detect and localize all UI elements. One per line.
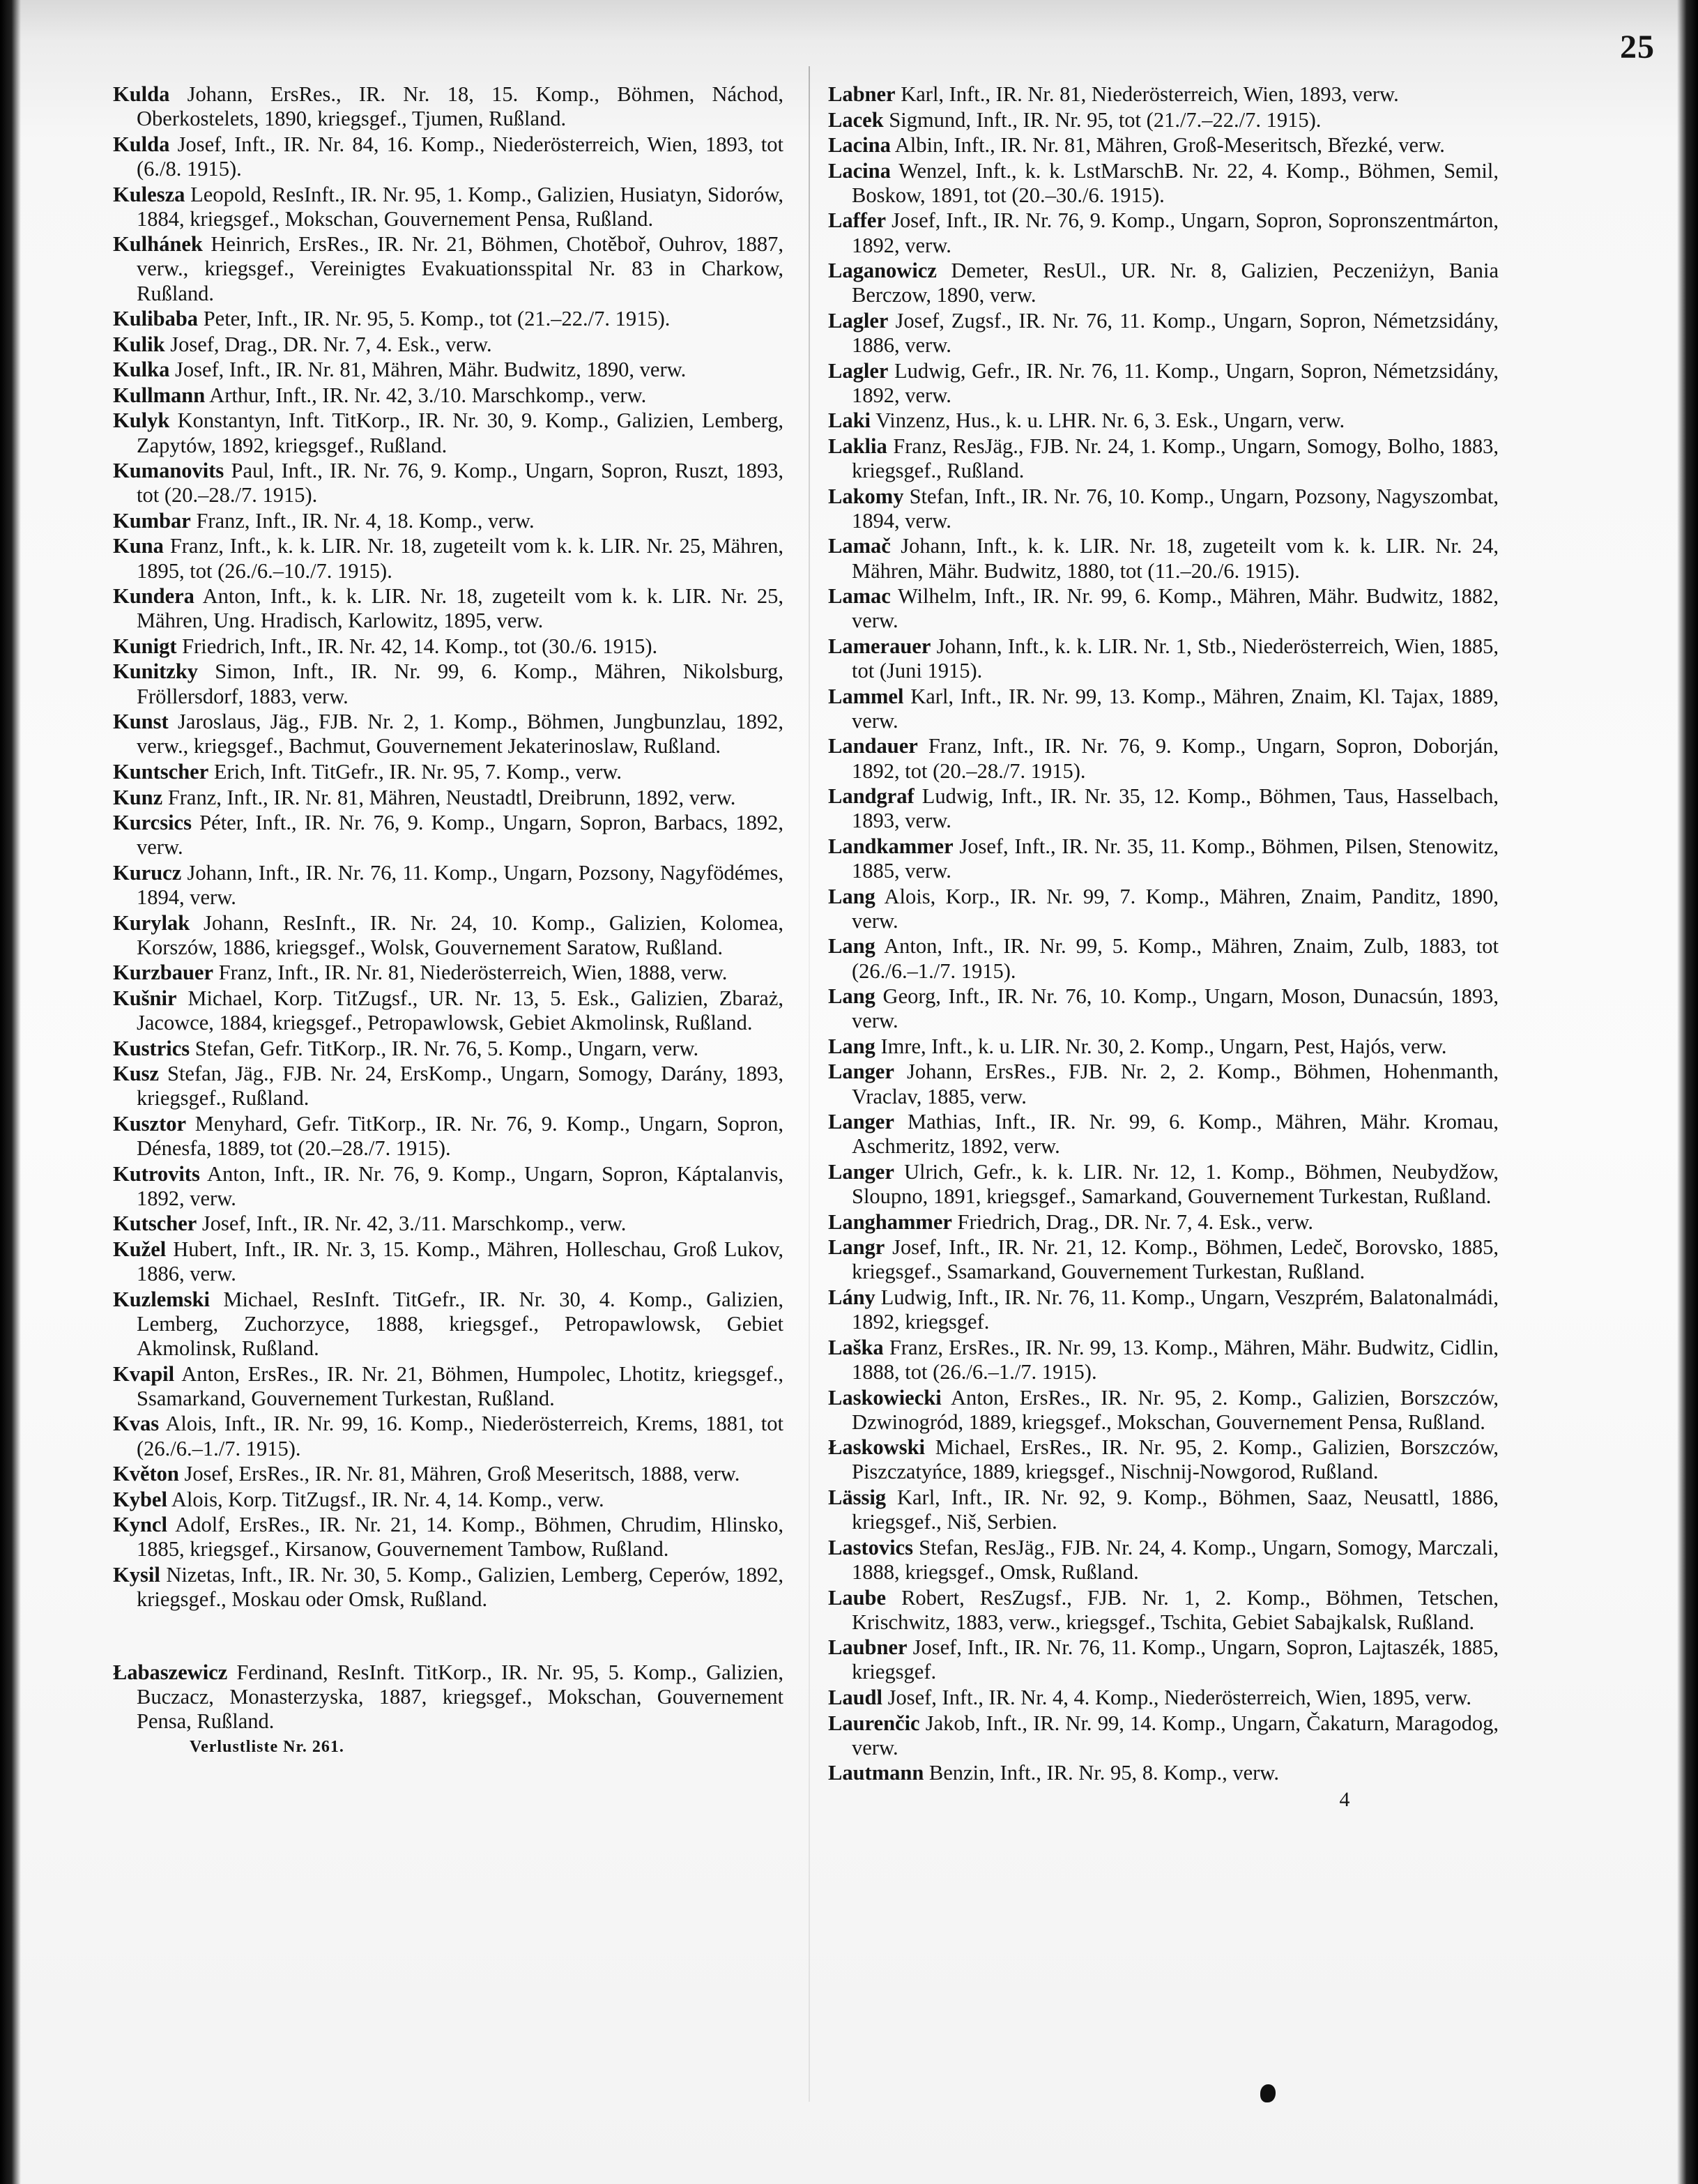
- entry-surname: Lamerauer: [828, 634, 931, 658]
- left-entry-list: [113, 82, 783, 1612]
- entry-details: Heinrich, ErsRes., IR. Nr. 21, Böhmen, Chotěboř, Ouhrov, 1887, verw., kriegsgef., Vereinigtes Evakuationsspital Nr. 83 in Charkow, Rußland.: [137, 232, 783, 305]
- list-entry: [113, 1062, 783, 1110]
- entry-details: Ferdinand, ResInft. TitKorp., IR. Nr. 95, 5. Komp., Galizien, Buczacz, Monasterzyska, 1887, kriegsgef., Mokschan, Gouvernement Pensa, Rußland.: [137, 1660, 784, 1734]
- entry-details: Franz, Inft., IR. Nr. 76, 9. Komp., Ungarn, Sopron, Doborján, 1892, tot (20.–28./7. 1915).: [852, 734, 1499, 783]
- entry-details: Josef, Inft., IR. Nr. 84, 16. Komp., Niederösterreich, Wien, 1893, tot (6./8. 1915).: [137, 132, 784, 181]
- list-entry: [113, 1362, 783, 1411]
- list-entry: [113, 1660, 783, 1734]
- entry-details: Leopold, ResInft., IR. Nr. 95, 1. Komp., Galizien, Husiatyn, Sidorów, 1884, kriegsgef., Mokschan, Gouvernement Pensa, Rußland.: [137, 182, 784, 231]
- entry-details: Paul, Inft., IR. Nr. 76, 9. Komp., Ungarn, Sopron, Ruszt, 1893, tot (20.–28./7. 1915).: [137, 459, 783, 507]
- entry-surname: Kuzlemski: [113, 1287, 210, 1311]
- entry-surname: Kurucz: [113, 860, 182, 885]
- entry-details: Mathias, Inft., IR. Nr. 99, 6. Komp., Mähren, Mähr. Kromau, Aschmeritz, 1892, verw.: [852, 1110, 1499, 1159]
- entry-details: Josef, ErsRes., IR. Nr. 81, Mähren, Groß Meseritsch, 1888, verw.: [184, 1462, 740, 1486]
- list-entry: [828, 885, 1499, 933]
- entry-surname: Kulda: [113, 132, 170, 156]
- entry-details: Josef, Drag., DR. Nr. 7, 4. Esk., verw.: [170, 332, 492, 356]
- entry-details: Josef, Inft., IR. Nr. 4, 4. Komp., Niederösterreich, Wien, 1895, verw.: [887, 1686, 1471, 1710]
- list-entry: [828, 1160, 1499, 1209]
- entry-details: Anton, ErsRes., IR. Nr. 95, 2. Komp., Galizien, Borszczów, Dzwinogród, 1889, kriegsgef., Mokschan, Gouvernement Pensa, Rußland.: [852, 1385, 1499, 1434]
- entry-surname: Kulyk: [113, 408, 170, 433]
- entry-details: Jaroslaus, Jäg., FJB. Nr. 2, 1. Komp., Böhmen, Jungbunzlau, 1892, verw., kriegsgef., Bachmut, Gouvernement Jekaterinoslaw, Rußland.: [137, 710, 784, 758]
- entry-surname: Kysil: [113, 1563, 160, 1587]
- entry-surname: Kunigt: [113, 634, 177, 658]
- entry-surname: Kulka: [113, 358, 170, 382]
- list-entry: [828, 634, 1499, 683]
- entry-surname: Laskowiecki: [828, 1385, 942, 1410]
- list-entry: [828, 984, 1499, 1033]
- list-entry: [828, 1210, 1499, 1235]
- list-entry: [113, 786, 783, 810]
- entry-details: Franz, ErsRes., IR. Nr. 99, 13. Komp., Mähren, Mähr. Budwitz, Cidlin, 1888, tot (26./6.–1./7. 1915).: [852, 1335, 1499, 1384]
- entry-details: Franz, Inft., IR. Nr. 4, 18. Komp., verw.: [196, 508, 535, 533]
- list-entry: [828, 1635, 1499, 1684]
- entry-surname: Lacina: [828, 158, 891, 183]
- entry-details: Franz, Inft., IR. Nr. 81, Mähren, Neustadtl, Dreibrunn, 1892, verw.: [167, 785, 736, 809]
- entry-details: Nizetas, Inft., IR. Nr. 30, 5. Komp., Galizien, Lemberg, Ceperów, 1892, kriegsgef., Moskau oder Omsk, Rußland.: [137, 1563, 783, 1612]
- entry-surname: Kuntscher: [113, 759, 209, 784]
- list-entry: [828, 108, 1499, 132]
- entry-details: Ludwig, Inft., IR. Nr. 76, 11. Komp., Ungarn, Veszprém, Balatonalmádi, 1892, kriegsgef.: [852, 1285, 1499, 1334]
- entry-surname: Landkammer: [828, 834, 954, 858]
- list-entry: [113, 811, 783, 860]
- entry-surname: Kuna: [113, 534, 164, 558]
- entry-surname: Kulhánek: [113, 232, 203, 257]
- entry-surname: Lamac: [828, 584, 891, 609]
- entry-surname: Kulik: [113, 332, 165, 356]
- column-divider: [809, 66, 810, 2102]
- entry-details: Stefan, Inft., IR. Nr. 76, 10. Komp., Ungarn, Pozsony, Nagyszombat, 1894, verw.: [852, 484, 1499, 533]
- entry-surname: Kustrics: [113, 1036, 190, 1060]
- entry-details: Stefan, Jäg., FJB. Nr. 24, ErsKomp., Ungarn, Somogy, Darány, 1893, kriegsgef., Rußland.: [137, 1062, 783, 1110]
- entry-surname: Kulda: [113, 82, 170, 106]
- list-entry: [828, 534, 1499, 583]
- list-entry: [828, 434, 1499, 483]
- list-entry: [828, 1711, 1499, 1760]
- entry-details: Ludwig, Gefr., IR. Nr. 76, 11. Komp., Ungarn, Sopron, Németzsidány, 1892, verw.: [852, 358, 1499, 407]
- list-entry: [828, 784, 1499, 833]
- entry-details: Friedrich, Drag., DR. Nr. 7, 4. Esk., verw.: [957, 1209, 1314, 1234]
- entry-details: Alois, Inft., IR. Nr. 99, 16. Komp., Niederösterreich, Krems, 1881, tot (26./6.–1./7. 1915).: [137, 1412, 783, 1460]
- list-entry: [113, 183, 783, 231]
- entry-details: Robert, ResZugsf., FJB. Nr. 1, 2. Komp., Böhmen, Tetschen, Krischwitz, 1883, verw., kriegsgef., Tschita, Gebiet Sabajkalsk, Rußland.: [852, 1585, 1499, 1634]
- entry-surname: Lang: [828, 934, 875, 959]
- list-entry: [828, 834, 1499, 883]
- entry-details: Johann, Inft., k. k. LIR. Nr. 18, zugeteilt vom k. k. LIR. Nr. 24, Mähren, Mähr. Budwitz, 1880, tot (11.–20./6. 1915).: [852, 534, 1499, 583]
- entry-details: Erich, Inft. TitGefr., IR. Nr. 95, 7. Komp., verw.: [213, 759, 622, 784]
- entry-surname: Kurzbauer: [113, 961, 214, 985]
- list-entry: [828, 734, 1499, 783]
- entry-surname: Kušnir: [113, 986, 177, 1010]
- entry-details: Karl, Inft., IR. Nr. 81, Niederösterreich, Wien, 1893, verw.: [901, 82, 1399, 106]
- list-entry: [113, 659, 783, 708]
- entry-details: Alois, Korp., IR. Nr. 99, 7. Komp., Mähren, Znaim, Panditz, 1890, verw.: [852, 884, 1499, 933]
- entry-details: Josef, Inft., IR. Nr. 76, 9. Komp., Ungarn, Sopron, Sopronszentmárton, 1892, verw.: [852, 208, 1499, 257]
- entry-surname: Kybel: [113, 1487, 167, 1511]
- entry-surname: Lacina: [828, 133, 891, 158]
- list-entry: [113, 459, 783, 507]
- entry-surname: Landauer: [828, 734, 918, 758]
- entry-surname: Kunitzky: [113, 659, 199, 684]
- entry-surname: Lässig: [828, 1486, 887, 1510]
- entry-details: Franz, ResJäg., FJB. Nr. 24, 1. Komp., Ungarn, Somogy, Bolho, 1883, kriegsgef., Rußland.: [852, 434, 1499, 483]
- entry-details: Anton, Inft., k. k. LIR. Nr. 18, zugeteilt vom k. k. LIR. Nr. 25, Mähren, Ung. Hradisch, Karlowitz, 1895, verw.: [137, 584, 783, 633]
- entry-surname: Laurenčic: [828, 1711, 920, 1735]
- list-entry: [113, 1462, 783, 1486]
- entry-details: Friedrich, Inft., IR. Nr. 42, 14. Komp., tot (30./6. 1915).: [182, 634, 658, 658]
- list-entry: [828, 259, 1499, 307]
- entry-surname: Kutrovits: [113, 1161, 200, 1186]
- entry-surname: Kyncl: [113, 1513, 167, 1537]
- list-entry: [828, 1435, 1499, 1484]
- entry-details: Menyhard, Gefr. TitKorp., IR. Nr. 76, 9. Komp., Ungarn, Sopron, Dénesfa, 1889, tot (20.–28./7. 1915).: [137, 1111, 783, 1161]
- entry-surname: Laube: [828, 1585, 887, 1610]
- list-entry: [828, 1586, 1499, 1635]
- entry-details: Franz, Inft., IR. Nr. 81, Niederösterreich, Wien, 1888, verw.: [218, 961, 728, 985]
- list-entry: [828, 484, 1499, 533]
- entry-details: Josef, Inft., IR. Nr. 35, 11. Komp., Böhmen, Pilsen, Stenowitz, 1885, verw.: [852, 834, 1499, 883]
- entry-details: Stefan, Gefr. TitKorp., IR. Nr. 76, 5. Komp., Ungarn, verw.: [194, 1036, 699, 1060]
- list-entry: [113, 584, 783, 633]
- entry-details: Demeter, ResUl., UR. Nr. 8, Galizien, Peczeniżyn, Bania Berczow, 1890, verw.: [852, 259, 1499, 307]
- entry-surname: Lautmann: [828, 1761, 924, 1785]
- entry-surname: Langr: [828, 1235, 885, 1260]
- list-entry: [113, 132, 783, 181]
- entry-details: Josef, Inft., IR. Nr. 21, 12. Komp., Böhmen, Ledeč, Borovsko, 1885, kriegsgef., Ssamarkand, Gouvernement Turkestan, Rußland.: [852, 1235, 1499, 1284]
- entry-surname: Laška: [828, 1335, 884, 1359]
- list-entry: [828, 1336, 1499, 1384]
- entry-surname: Łabaszewicz: [113, 1660, 228, 1684]
- list-entry: [828, 1235, 1499, 1284]
- list-entry: [113, 760, 783, 784]
- list-entry: [113, 1112, 783, 1161]
- entry-surname: Lang: [828, 984, 875, 1009]
- list-entry: [828, 159, 1499, 208]
- entry-surname: Kunst: [113, 710, 169, 734]
- entry-surname: Kusztor: [113, 1111, 187, 1136]
- entry-details: Michael, Korp. TitZugsf., UR. Nr. 13, 5. Esk., Galizien, Zbaraż, Jacowce, 1884, kriegsgef., Petropawlowsk, Gebiet Akmolinsk, Rußland.: [137, 986, 783, 1035]
- entry-surname: Laki: [828, 408, 871, 433]
- entry-surname: Lány: [828, 1285, 875, 1310]
- list-entry: [113, 232, 783, 306]
- list-entry: [828, 1386, 1499, 1435]
- entry-details: Wenzel, Inft., k. k. LstMarschB. Nr. 22, 4. Komp., Böhmen, Semil, Boskow, 1891, tot (20.–30./6. 1915).: [852, 158, 1499, 207]
- list-entry: [113, 82, 783, 131]
- entry-details: Johann, ErsRes., IR. Nr. 18, 15. Komp., Böhmen, Náchod, Oberkostelets, 1890, kriegsgef., Tjumen, Rußland.: [137, 82, 783, 131]
- entry-surname: Laklia: [828, 434, 887, 458]
- entry-surname: Laubner: [828, 1635, 908, 1660]
- entry-details: Vinzenz, Hus., k. u. LHR. Nr. 6, 3. Esk., Ungarn, verw.: [875, 408, 1345, 433]
- entry-details: Anton, ErsRes., IR. Nr. 21, Böhmen, Humpolec, Lhotitz, kriegsgef., Ssamarkand, Gouvernement Turkestan, Rußland.: [137, 1361, 783, 1410]
- entry-details: Simon, Inft., IR. Nr. 99, 6. Komp., Mähren, Nikolsburg, Fröllersdorf, 1883, verw.: [137, 659, 784, 708]
- scan-edge-left: [0, 0, 21, 2184]
- entry-surname: Lamač: [828, 534, 891, 558]
- entry-surname: Langer: [828, 1060, 894, 1084]
- entry-surname: Lammel: [828, 684, 904, 708]
- bottom-mark: 4: [1339, 1787, 1350, 1811]
- entry-surname: Langer: [828, 1110, 894, 1134]
- entry-details: Imre, Inft., k. u. LIR. Nr. 30, 2. Komp., Ungarn, Pest, Hajós, verw.: [880, 1034, 1447, 1058]
- entry-surname: Kulibaba: [113, 307, 199, 331]
- entry-details: Georg, Inft., IR. Nr. 76, 10. Komp., Ungarn, Moson, Dunacsún, 1893, verw.: [852, 984, 1499, 1033]
- entry-details: Ulrich, Gefr., k. k. LIR. Nr. 12, 1. Komp., Böhmen, Neubydžow, Sloupno, 1891, kriegsgef., Samarkand, Gouvernement Turkestan, Rußland.: [852, 1159, 1499, 1209]
- entry-details: Péter, Inft., IR. Nr. 76, 9. Komp., Ungarn, Sopron, Barbacs, 1892, verw.: [137, 811, 784, 860]
- right-entry-list: [828, 82, 1499, 1786]
- list-entry: [113, 1037, 783, 1061]
- entry-surname: Kvas: [113, 1412, 160, 1436]
- list-entry: [828, 82, 1499, 107]
- entry-details: Hubert, Inft., IR. Nr. 3, 15. Komp., Mähren, Holleschau, Groß Lukov, 1886, verw.: [137, 1237, 783, 1286]
- entry-surname: Květon: [113, 1462, 179, 1486]
- entry-details: Anton, Inft., IR. Nr. 99, 5. Komp., Mähren, Znaim, Zulb, 1883, tot (26./6.–1./7. 1915).: [852, 934, 1499, 983]
- entry-details: Ludwig, Inft., IR. Nr. 35, 12. Komp., Böhmen, Taus, Hasselbach, 1893, verw.: [852, 784, 1499, 833]
- list-entry: [113, 1237, 783, 1286]
- entry-details: Albin, Inft., IR. Nr. 81, Mähren, Groß-Meseritsch, Březké, verw.: [894, 133, 1445, 158]
- entry-surname: Kunz: [113, 785, 163, 809]
- entry-details: Peter, Inft., IR. Nr. 95, 5. Komp., tot (21.–22./7. 1915).: [203, 307, 671, 331]
- list-entry: [828, 133, 1499, 158]
- entry-surname: Laffer: [828, 208, 886, 233]
- list-entry: [828, 408, 1499, 433]
- list-entry: [113, 710, 783, 758]
- footer-note: Verlustliste Nr. 261.: [190, 1738, 344, 1757]
- list-entry: [113, 961, 783, 985]
- list-entry: [113, 861, 783, 910]
- entry-details: Johann, Inft., k. k. LIR. Nr. 1, Stb., Niederösterreich, Wien, 1885, tot (Juni 1915).: [852, 634, 1499, 683]
- list-entry: [828, 1486, 1499, 1534]
- entry-details: Josef, Inft., IR. Nr. 42, 3./11. Marschkomp., verw.: [201, 1212, 627, 1236]
- left-column: [113, 82, 783, 1760]
- entry-surname: Kurylak: [113, 910, 190, 935]
- entry-surname: Kumanovits: [113, 459, 224, 483]
- page-number: 25: [1620, 29, 1655, 66]
- list-entry: [828, 584, 1499, 633]
- entry-details: Wilhelm, Inft., IR. Nr. 99, 6. Komp., Mähren, Mähr. Budwitz, 1882, verw.: [852, 584, 1499, 633]
- list-entry: [828, 208, 1499, 257]
- scan-edge-right: [1677, 0, 1698, 2184]
- entry-details: Johann, Inft., IR. Nr. 76, 11. Komp., Ungarn, Pozsony, Nagyfödémes, 1894, verw.: [137, 860, 784, 910]
- entry-surname: Kulesza: [113, 182, 185, 206]
- list-entry: [113, 408, 783, 457]
- list-entry: [113, 1412, 783, 1460]
- entry-surname: Kullmann: [113, 383, 206, 407]
- list-entry: [828, 1285, 1499, 1334]
- left-entry-list-continued: [113, 1660, 783, 1734]
- entry-details: Josef, Inft., IR. Nr. 81, Mähren, Mähr. Budwitz, 1890, verw.: [175, 358, 687, 382]
- entry-surname: Langer: [828, 1159, 894, 1184]
- entry-details: Johann, ResInft., IR. Nr. 24, 10. Komp., Galizien, Kolomea, Korszów, 1886, kriegsgef., Wolsk, Gouvernement Saratow, Rußland.: [137, 910, 783, 959]
- entry-details: Karl, Inft., IR. Nr. 99, 13. Komp., Mähren, Znaim, Kl. Tajax, 1889, verw.: [852, 684, 1499, 733]
- entry-surname: Kutscher: [113, 1212, 197, 1236]
- list-entry: [113, 634, 783, 659]
- entry-details: Jakob, Inft., IR. Nr. 99, 14. Komp., Ungarn, Čakaturn, Maragodog, verw.: [852, 1711, 1499, 1759]
- entry-surname: Labner: [828, 82, 896, 106]
- list-entry: [828, 1034, 1499, 1059]
- list-entry: [828, 1060, 1499, 1108]
- entry-surname: Lacek: [828, 107, 884, 132]
- entry-surname: Laganowicz: [828, 259, 937, 283]
- list-entry: [113, 307, 783, 331]
- entry-details: Karl, Inft., IR. Nr. 92, 9. Komp., Böhmen, Saaz, Neusattl, 1886, kriegsgef., Niš, Serbien.: [852, 1486, 1499, 1534]
- entry-details: Adolf, ErsRes., IR. Nr. 21, 14. Komp., Böhmen, Chrudim, Hlinsko, 1885, kriegsgef., Kirsanow, Gouvernement Tambow, Rußland.: [137, 1513, 783, 1561]
- list-entry: [113, 333, 783, 357]
- entry-surname: Łaskowski: [828, 1435, 926, 1460]
- entry-surname: Kumbar: [113, 508, 191, 533]
- ink-blot: [1260, 2084, 1276, 2102]
- list-entry: [828, 685, 1499, 733]
- list-entry: [828, 934, 1499, 983]
- list-entry: [113, 1162, 783, 1211]
- list-entry: [113, 358, 783, 382]
- entry-surname: Lang: [828, 884, 875, 908]
- entry-details: Alois, Korp. TitZugsf., IR. Nr. 4, 14. Komp., verw.: [171, 1487, 604, 1511]
- list-entry: [828, 1761, 1499, 1785]
- list-entry: [113, 1488, 783, 1512]
- list-entry: [113, 1513, 783, 1561]
- entry-surname: Laudl: [828, 1686, 882, 1710]
- entry-details: Benzin, Inft., IR. Nr. 95, 8. Komp., verw.: [928, 1761, 1279, 1785]
- section-gap: [113, 1613, 783, 1660]
- entry-details: Josef, Inft., IR. Nr. 76, 11. Komp., Ungarn, Sopron, Lajtaszék, 1885, kriegsgef.: [852, 1635, 1499, 1684]
- list-entry: [113, 1563, 783, 1612]
- list-entry: [113, 383, 783, 408]
- list-entry: [113, 1288, 783, 1361]
- entry-surname: Lang: [828, 1034, 875, 1058]
- list-entry: [113, 1212, 783, 1236]
- list-entry: [828, 309, 1499, 358]
- entry-surname: Lastovics: [828, 1535, 913, 1559]
- right-column: [828, 82, 1499, 1812]
- entry-details: Stefan, ResJäg., FJB. Nr. 24, 4. Komp., Ungarn, Somogy, Marczali, 1888, kriegsgef., Omsk, Rußland.: [852, 1535, 1499, 1584]
- list-entry: [113, 509, 783, 533]
- entry-surname: Lakomy: [828, 484, 904, 508]
- entry-details: Michael, ErsRes., IR. Nr. 95, 2. Komp., Galizien, Borszczów, Piszczatyńce, 1889, kriegsgef., Nischnij-Nowgorod, Rußland.: [852, 1435, 1499, 1484]
- entry-surname: Kusz: [113, 1062, 160, 1086]
- entry-details: Franz, Inft., k. k. LIR. Nr. 18, zugeteilt vom k. k. LIR. Nr. 25, Mähren, 1895, tot (26./6.–10./7. 1915).: [137, 534, 784, 583]
- list-entry: [113, 534, 783, 583]
- entry-surname: Lagler: [828, 358, 889, 383]
- list-entry: [828, 1686, 1499, 1710]
- list-entry: [113, 986, 783, 1035]
- entry-details: Sigmund, Inft., IR. Nr. 95, tot (21./7.–22./7. 1915).: [889, 107, 1322, 132]
- entry-details: Anton, Inft., IR. Nr. 76, 9. Komp., Ungarn, Sopron, Káptalanvis, 1892, verw.: [137, 1161, 783, 1210]
- list-entry: [828, 1110, 1499, 1159]
- list-entry: [828, 359, 1499, 408]
- entry-details: Arthur, Inft., IR. Nr. 42, 3./10. Marschkomp., verw.: [209, 383, 647, 407]
- entry-surname: Kundera: [113, 584, 194, 609]
- entry-surname: Langhammer: [828, 1209, 952, 1234]
- list-entry: [828, 1536, 1499, 1584]
- list-entry: [113, 911, 783, 960]
- entry-details: Konstantyn, Inft. TitKorp., IR. Nr. 30, 9. Komp., Galizien, Lemberg, Zapytów, 1892, kriegsgef., Rußland.: [137, 408, 784, 457]
- entry-details: Michael, ResInft. TitGefr., IR. Nr. 30, 4. Komp., Galizien, Lemberg, Zuchorzyce, 1888, kriegsgef., Petropawlowsk, Gebiet Akmolinsk, Rußland.: [137, 1287, 783, 1361]
- entry-details: Josef, Zugsf., IR. Nr. 76, 11. Komp., Ungarn, Sopron, Németzsidány, 1886, verw.: [852, 308, 1499, 358]
- entry-surname: Lagler: [828, 308, 889, 333]
- entry-surname: Kvapil: [113, 1361, 175, 1386]
- entry-surname: Landgraf: [828, 784, 915, 809]
- entry-details: Johann, ErsRes., FJB. Nr. 2, 2. Komp., Böhmen, Hohenmanth, Vraclav, 1885, verw.: [852, 1060, 1499, 1108]
- entry-surname: Kurcsics: [113, 811, 192, 835]
- entry-surname: Kužel: [113, 1237, 167, 1261]
